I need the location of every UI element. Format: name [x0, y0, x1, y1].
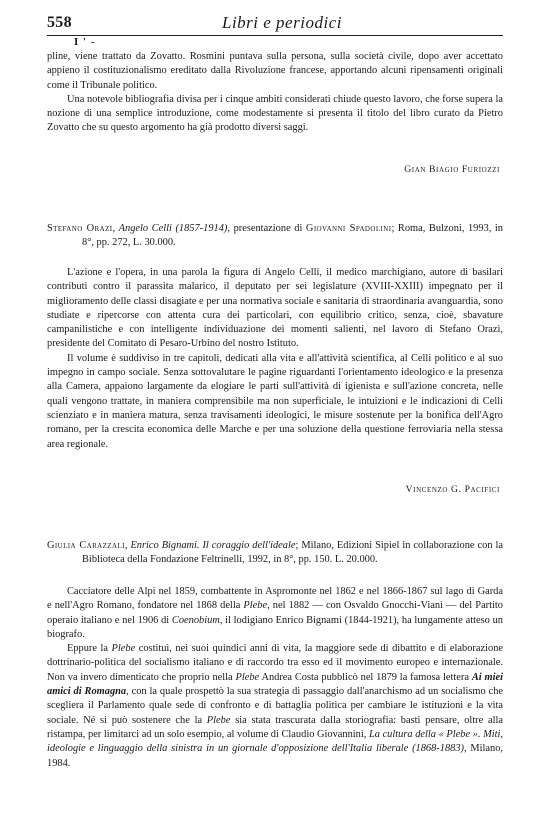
- page-header: [0, 0, 550, 48]
- review3-p1-text-c: , il lodigiano Enrico Bignami (1844-1921), ha lungamente atteso un biografo.: [47, 614, 503, 640]
- review2-heading-part-1: , presentazione di: [227, 223, 306, 234]
- review3-p2-plebe-2: Plebe: [235, 671, 260, 683]
- review2-paragraph-1: L'azione e l'opera, in una parola la figura di Angelo Celli, il medico marchigiano, autore di basilari contributi contro il parassita malarico, il deputato per sei legislature (XVIII-XXIII) impegnato per il miglioramento delle classi disagiate e per una normativa sociale e sanitaria di straordinaria avanguardia, sono studiate e ripercorse con attenta cura dei particolari, con equilibrio critico, senza, cioè, sbavature campanilistiche e con intelligente individuazione dei momenti salienti, nel lavoro di Stefano Orazi, presidente del Comitato di Pesaro-Urbino del nostro Istituto.: [47, 267, 503, 350]
- review1-paragraph-1: pline, viene trattato da Zovatto. Rosmini puntava sulla persona, sulla società civile, dopo aver accettato appieno il costituzionalismo ereditato dalla Rivoluzione francese, apportando alcuni ripensamenti originali come il Tribunale politico.: [47, 51, 503, 91]
- review3-heading-rest: ; Milano, Edizioni Sipiel in collaborazione con la Biblioteca della Fondazione Feltrinelli, 1992, in 8°, pp. 150. L. 20.000.: [82, 540, 503, 566]
- running-title: Libri e periodici: [222, 13, 342, 32]
- review2-presenter: Giovanni Spadolini: [305, 223, 392, 234]
- stray-print-mark: I ' -: [74, 36, 96, 48]
- review3-p2-text-e: sia stata trascurata dalla storiografia: basti pensare, oltre alla ristampa, per limitarci ad un solo esempio, al volume di Claudio Giovannini,: [47, 714, 503, 740]
- review2-heading: Stefano Orazi, Angelo Celli (1857-1914), presentazione di Giovanni Spadolini; Roma, Bulzoni, 1993, in 8°, pp. 272, L. 30.000.: [47, 223, 503, 249]
- review3-p2-lettera-title: Ai miei amici di Romagna: [47, 671, 503, 698]
- review3-p2-plebe-3: Plebe: [206, 714, 231, 726]
- review3-title: Enrico Bignami. Il coraggio dell'ideale: [130, 540, 296, 551]
- review3-heading: Giulia Carazzali, Enrico Bignami. Il coraggio dell'ideale; Milano, Edizioni Sipiel in collaborazione con la Biblioteca della Fondazione Feltrinelli, 1992, in 8°, pp. 150. L. 20.000.: [47, 540, 503, 566]
- page-number: 558: [47, 14, 72, 31]
- review3-p2-text-d: , con la quale prospettò la sua strategia di passaggio dall'anarchismo ad un socialismo che scegliera il Parlamento quale sede di confronto e di battaglia politica per cambiare le istituzioni e la vita sociale. Né si può sostenere che la: [47, 686, 504, 726]
- review1-tail-text: [47, 50, 503, 136]
- review2-body: [47, 266, 503, 452]
- review2-paragraph-2: Il volume è suddiviso in tre capitoli, dedicati alla vita e all'attività scientifica, al Celli politico e al suo impegno in campo sociale. Senza sottovalutare le pagine riguardanti l'orientamento ideologico e la presenza alla Camera, appaiono largamente da elogiare le parti sull'attività di igienista e sull'azione concreta, nelle quali vengono trattate, in maniera comprensibile ma non superficiale, le intuizioni e le indicazioni di Celli scienziato e in maniera matura, senza travisamenti ideologici, le misure sostenute per la bonifica dell'Agro romano, per la crescita economica delle Marche e per una soluzione della questione ferroviaria nella stessa area regionale.: [47, 352, 503, 450]
- review3-p2-plebe-1: Plebe: [111, 643, 136, 655]
- review3-p1-text-b: , nel 1882 — con Osvaldo Gnocchi-Viani — del Partito operaio italiano e nel 1906 di: [47, 600, 503, 626]
- review3-p1-text-a: Cacciatore delle Alpi nel 1859, combattente in Aspromonte nel 1862 e nel 1866-1867 sul lago di Garda e nell'Agro Romano, fondatore nel 1868 della: [47, 586, 503, 612]
- review3-p1-coenobium: Coenobium: [171, 614, 220, 626]
- review3-p2-text-f: , Milano, 1984.: [47, 743, 503, 769]
- review2-title: Angelo Celli (1857-1914): [118, 223, 228, 234]
- review3-p2-cultura-title: La cultura della « Plebe ». Miti, ideologie e linguaggio della sinistra in un giornale d'opposizione dell'Italia liberale (1868-1883): [47, 728, 504, 755]
- header-rule: [47, 35, 503, 36]
- review1-paragraph-2: Una notevole bibliografia divisa per i cinque ambiti considerati chiude questo lavoro, che forse supera la nozione di una semplice introduzione, come modestamente si presenta il titolo del libro curato da Pietro Zovatto che su questo argomento ha già prodotto diversi saggi.: [47, 93, 503, 134]
- review2-signature: Vincenzo G. Pacifici: [405, 484, 500, 495]
- review3-paragraph-2: [47, 642, 503, 771]
- review3-author: Giulia Carazzali: [47, 540, 125, 551]
- review3-body: [47, 585, 503, 771]
- review3-p2-text-b: costituì, nei suoi quindici anni di vita, la maggiore sede di dibattito e di elaborazione dottrinario-politica del socialismo italiano e di raccordo tra esso ed il movimento europeo e internazionale. Non va invero dimenticato che proprio nella: [47, 643, 504, 683]
- review2-heading-part-2: ; Roma, Bulzoni, 1993, in 8°, pp. 272, L. 30.000.: [82, 223, 503, 249]
- review3-p2-text-c: Andrea Costa pubblicò nel 1879 la famosa lettera: [259, 671, 472, 683]
- review3-p1-plebe: Plebe: [243, 600, 268, 612]
- review3-p2-text-a: Eppure la: [67, 643, 112, 655]
- review1-signature: Gian Biagio Furiozzi: [404, 164, 500, 175]
- review3-paragraph-1: [47, 585, 503, 642]
- review2-author: Stefano Orazi: [47, 223, 113, 234]
